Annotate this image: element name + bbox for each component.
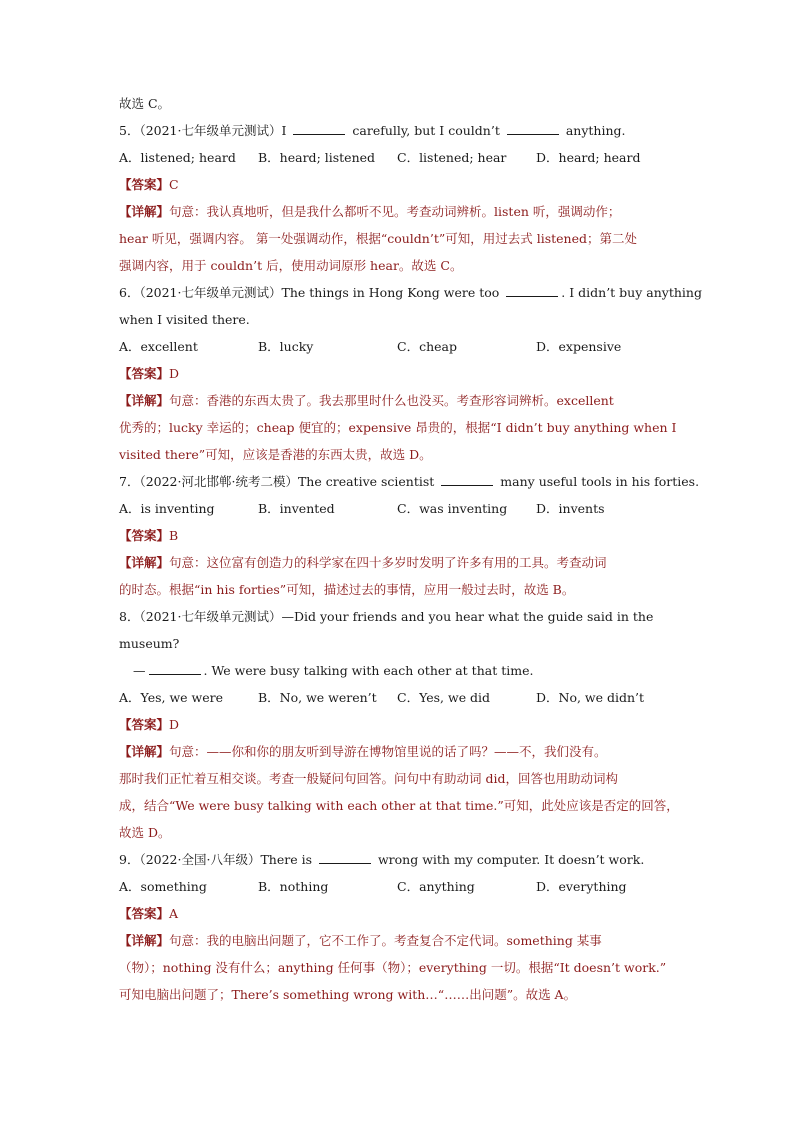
option-b: B．nothing xyxy=(258,879,329,894)
explanation-line: hear 听见，强调内容。 第一处强调动作，根据“couldn’t”可知，用过去式 listened；第二处 xyxy=(119,231,637,246)
explanation-line: 的时态。根据“in his forties”可知，描述过去的事情，应用一般过去时，故选 B。 xyxy=(119,582,575,597)
answer-line xyxy=(119,360,679,387)
answer-value: C xyxy=(169,177,179,192)
option-b: B．lucky xyxy=(258,339,314,354)
answer-value: B xyxy=(169,528,179,543)
question-8 xyxy=(119,603,679,846)
explain-label: 【详解】 xyxy=(119,744,170,759)
question-stem: 9．（2022·全国·八年级）There is wrong with my computer. It doesn’t work. xyxy=(119,852,645,867)
option-b: B．heard; listened xyxy=(258,150,376,165)
answer-value: D xyxy=(169,366,180,381)
option-a: A．excellent xyxy=(119,339,198,354)
options-row xyxy=(119,333,679,360)
question-5 xyxy=(119,117,679,279)
answer-label: 【答案】 xyxy=(119,717,170,732)
explain-label: 【详解】 xyxy=(119,555,170,570)
option-a: A．is inventing xyxy=(119,501,215,516)
answer-value: D xyxy=(169,717,180,732)
question-stem-cont: when I visited there. xyxy=(119,312,250,327)
option-b: B．invented xyxy=(258,501,335,516)
option-c: C．anything xyxy=(397,879,475,894)
explanation-line: 【详解】句意：我认真地听，但是我什么都听不见。考查动词辨析。listen 听，强调动作； xyxy=(119,204,621,219)
option-d: D．expensive xyxy=(536,339,622,354)
explanation-line: 故选 D。 xyxy=(119,825,171,840)
question-stem: 5．（2021·七年级单元测试）I carefully, but I couldn’t anything. xyxy=(119,123,626,138)
answer-line xyxy=(119,711,679,738)
document-page xyxy=(119,90,702,1008)
option-c: C．was inventing xyxy=(397,501,508,516)
option-d: D．invents xyxy=(536,501,605,516)
explain-label: 【详解】 xyxy=(119,204,170,219)
option-d: D．everything xyxy=(536,879,627,894)
option-b: B．No, we weren’t xyxy=(258,690,377,705)
explanation-line: 成，结合“We were busy talking with each other at that time.”可知，此处应该是否定的回答， xyxy=(119,798,679,813)
explanation-line: 可知电脑出问题了；There’s something wrong with…“……出问题”。故选 A。 xyxy=(119,987,577,1002)
answer-blank xyxy=(506,284,558,297)
question-stem-cont: museum? xyxy=(119,636,180,651)
explanation-line: （物）；nothing 没有什么；anything 任何事（物）；everything 一切。根据“It doesn’t work.” xyxy=(119,960,667,975)
explain-label: 【详解】 xyxy=(119,933,170,948)
answer-label: 【答案】 xyxy=(119,528,170,543)
options-row xyxy=(119,684,679,711)
option-a: A．something xyxy=(119,879,207,894)
answer-blank xyxy=(319,851,371,864)
option-d: D．No, we didn’t xyxy=(536,690,645,705)
question-9 xyxy=(119,846,679,1008)
answer-blank xyxy=(441,473,493,486)
option-c: C．cheap xyxy=(397,339,457,354)
option-d: D．heard; heard xyxy=(536,150,641,165)
intro-text: 故选 C。 xyxy=(119,96,171,111)
explanation-line: 优秀的；lucky 幸运的；cheap 便宜的；expensive 昂贵的，根据“I didn’t buy anything when I xyxy=(119,420,677,435)
explanation-line: 【详解】句意：香港的东西太贵了。我去那里时什么也没买。考查形容词辨析。excellent xyxy=(119,393,614,408)
answer-blank xyxy=(149,662,201,675)
answer-label: 【答案】 xyxy=(119,177,170,192)
option-c: C．Yes, we did xyxy=(397,690,491,705)
question-stem: 8．（2021·七年级单元测试）—Did your friends and you hear what the guide said in the xyxy=(119,609,654,624)
answer-label: 【答案】 xyxy=(119,906,170,921)
answer-line xyxy=(119,171,679,198)
answer-value: A xyxy=(169,906,179,921)
explanation-line: 强调内容，用于 couldn’t 后，使用动词原形 hear。故选 C。 xyxy=(119,258,463,273)
explanation-line: 那时我们正忙着互相交谈。考查一般疑问句回答。问句中有助动词 did，回答也用助动词构 xyxy=(119,771,618,786)
answer-blank xyxy=(507,122,559,135)
question-stem: 6．（2021·七年级单元测试）The things in Hong Kong were too . I didn’t buy anything xyxy=(119,285,702,300)
explain-label: 【详解】 xyxy=(119,393,170,408)
options-row xyxy=(119,144,679,171)
explanation-line: 【详解】句意：这位富有创造力的科学家在四十多岁时发明了许多有用的工具。考查动词 xyxy=(119,555,607,570)
question-response: — . We were busy talking with each other at that time. xyxy=(133,663,534,678)
answer-blank xyxy=(293,122,345,135)
question-6 xyxy=(119,279,702,468)
question-stem: 7．（2022·河北邯郸·统考二模）The creative scientist many useful tools in his forties. xyxy=(119,474,700,489)
option-c: C．listened; hear xyxy=(397,150,507,165)
options-row xyxy=(119,873,679,900)
explanation-line: 【详解】句意：我的电脑出问题了，它不工作了。考查复合不定代词。something 某事 xyxy=(119,933,602,948)
explanation-line: visited there”可知，应该是香港的东西太贵，故选 D。 xyxy=(119,447,432,462)
answer-line xyxy=(119,900,679,927)
answer-label: 【答案】 xyxy=(119,366,170,381)
explanation-line: 【详解】句意：——你和你的朋友听到导游在博物馆里说的话了吗？——不，我们没有。 xyxy=(119,744,607,759)
question-7 xyxy=(119,468,700,603)
answer-line xyxy=(119,522,679,549)
options-row xyxy=(119,495,679,522)
option-a: A．Yes, we were xyxy=(119,690,223,705)
option-a: A．listened; heard xyxy=(119,150,236,165)
